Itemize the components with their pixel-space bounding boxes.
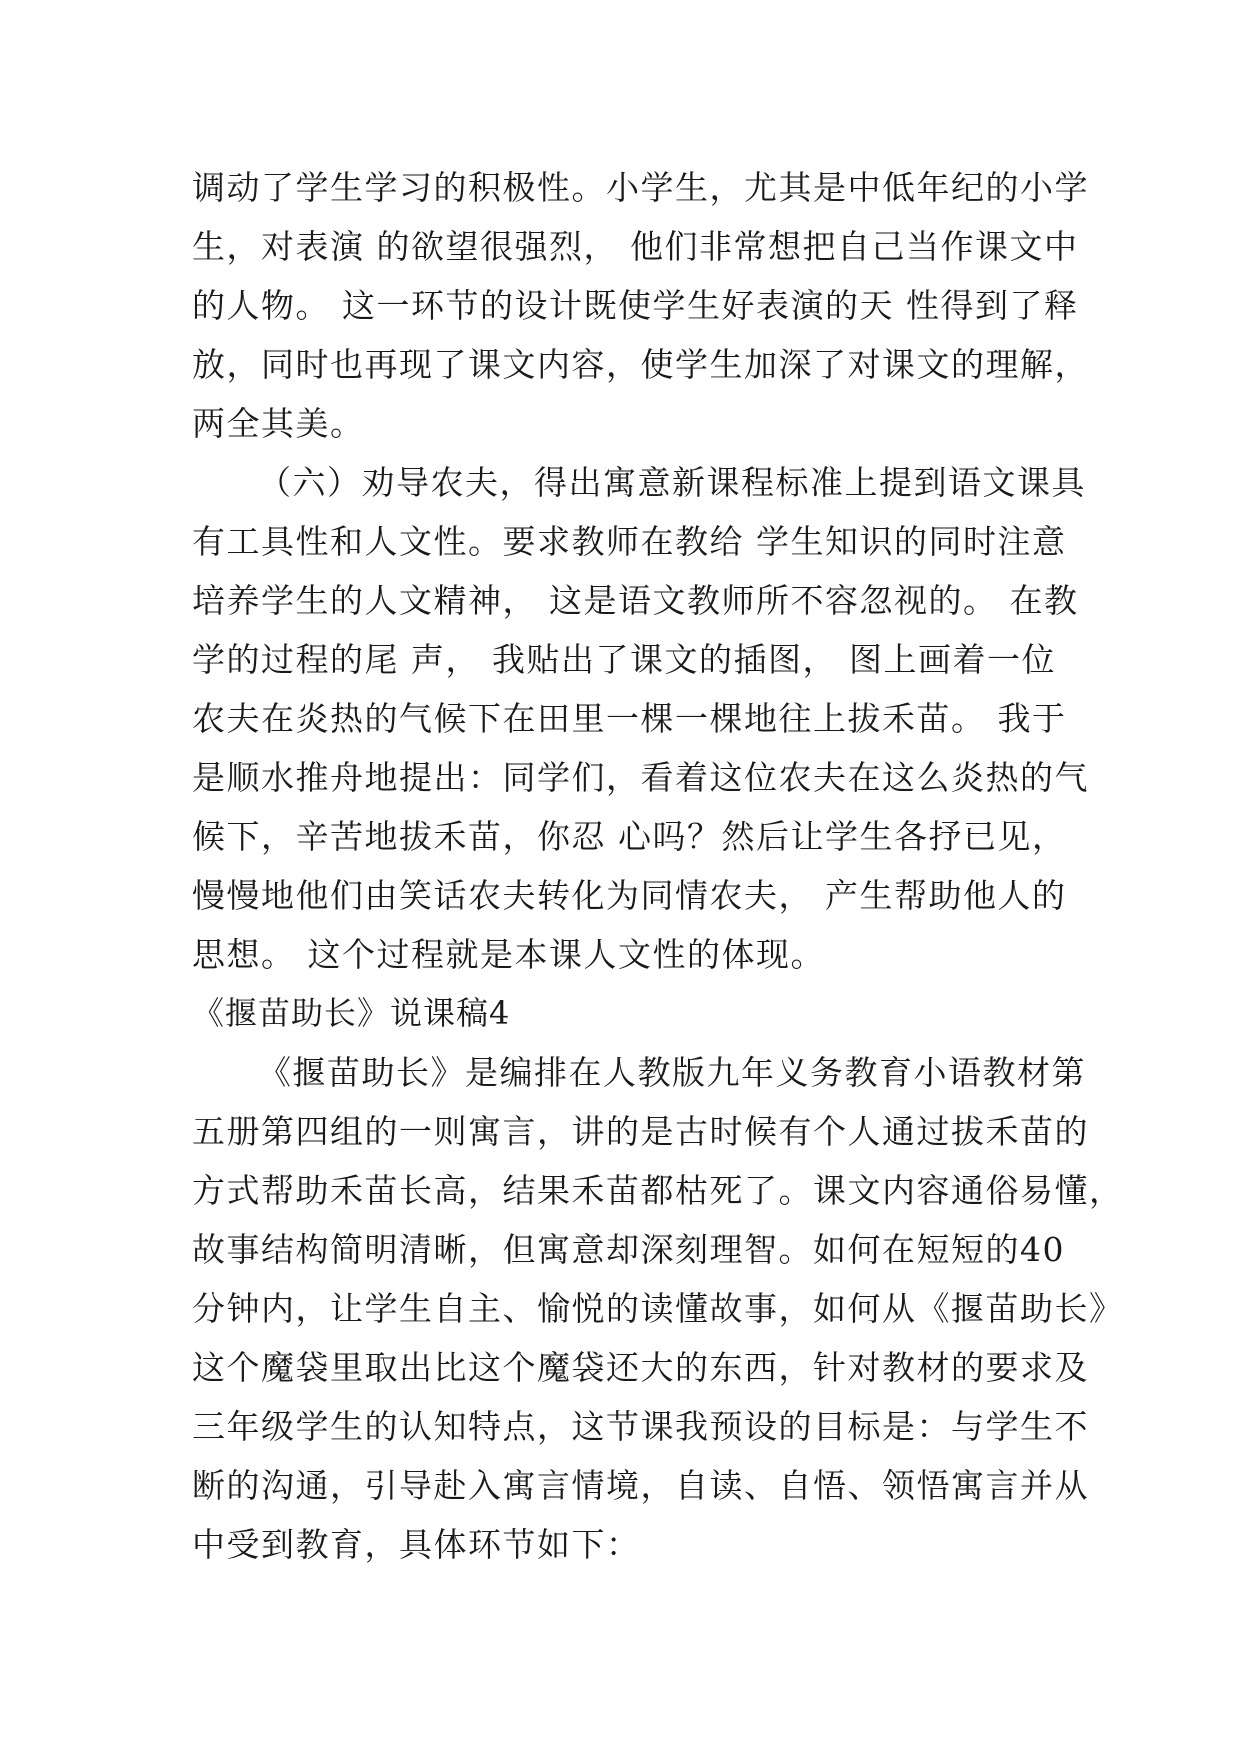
text-line: 三年级学生的认知特点，这节课我预设的目标是：与学生不 xyxy=(192,1407,1089,1446)
paragraph-2 xyxy=(192,453,1089,984)
text-line: 农夫在炎热的气候下在田里一棵一棵地往上拔禾苗。 我于 xyxy=(192,699,1067,738)
document-body xyxy=(192,158,1124,1574)
text-line: 是顺水推舟地提出：同学们，看着这位农夫在这么炎热的气 xyxy=(192,758,1089,797)
paragraph-3 xyxy=(192,1043,1124,1574)
text-line: 的人物。 这一环节的设计既使学生好表演的天 性得到了释 xyxy=(192,286,1079,325)
text-line: 这个魔袋里取出比这个魔袋还大的东西，针对教材的要求及 xyxy=(192,1348,1089,1387)
text-line: 方式帮助禾苗长高，结果禾苗都枯死了。课文内容通俗易懂， xyxy=(192,1171,1124,1210)
paragraph-1 xyxy=(192,158,1089,453)
text-line: 慢慢地他们由笑话农夫转化为同情农夫， 产生帮助他人的 xyxy=(192,876,1067,915)
text-line: 《揠苗助长》是编排在人教版九年义务教育小语教材第 xyxy=(258,1053,1086,1092)
text-line: 放，同时也再现了课文内容，使学生加深了对课文的理解， xyxy=(192,345,1089,384)
text-line: 故事结构简明清晰，但寓意却深刻理智。如何在短短的40 xyxy=(192,1230,1065,1269)
text-line: 学的过程的尾 声， 我贴出了课文的插图， 图上画着一位 xyxy=(192,640,1056,679)
text-line: 中受到教育，具体环节如下： xyxy=(192,1525,641,1564)
text-line: 培养学生的人文精神， 这是语文教师所不容忽视的。 在教 xyxy=(192,581,1079,620)
text-line: 候下，辛苦地拔禾苗，你忍 心吗？然后让学生各抒已见， xyxy=(192,817,1067,856)
text-line: 调动了学生学习的积极性。小学生，尤其是中低年纪的小学 xyxy=(192,168,1089,207)
text-line: （六）劝导农夫，得出寓意新课程标准上提到语文课具 xyxy=(258,463,1086,502)
text-line: 生，对表演 的欲望很强烈， 他们非常想把自己当作课文中 xyxy=(192,227,1079,266)
text-line: 思想。 这个过程就是本课人文性的体现。 xyxy=(192,935,825,974)
section-heading: 《揠苗助长》说课稿4 xyxy=(192,994,511,1032)
text-line: 分钟内，让学生自主、愉悦的读懂故事，如何从《揠苗助长》 xyxy=(192,1289,1124,1328)
text-line: 两全其美。 xyxy=(192,404,365,443)
text-line: 有工具性和人文性。要求教师在教给 学生知识的同时注意 xyxy=(192,522,1067,561)
text-line: 五册第四组的一则寓言，讲的是古时候有个人通过拔禾苗的 xyxy=(192,1112,1089,1151)
text-line: 断的沟通，引导赴入寓言情境，自读、自悟、领悟寓言并从 xyxy=(192,1466,1089,1505)
